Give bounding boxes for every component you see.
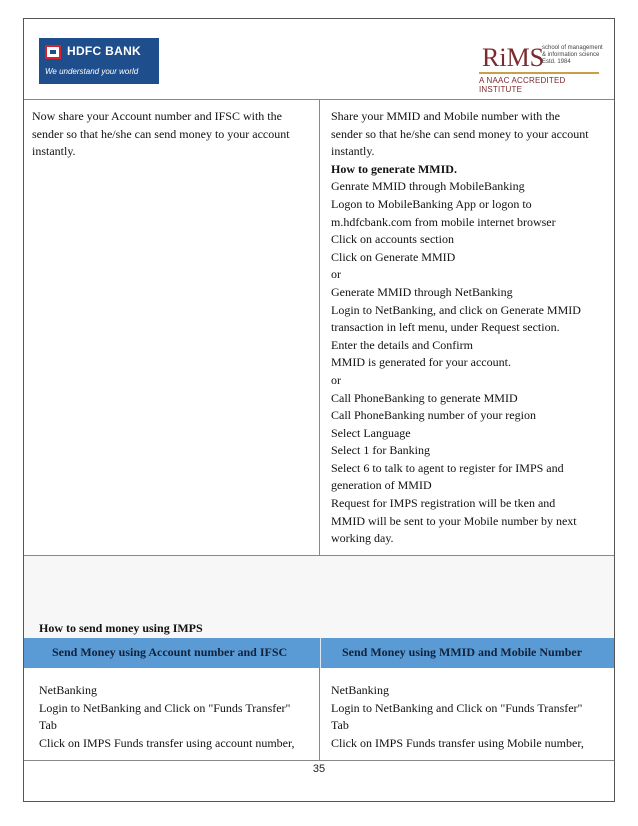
rims-sub-line: school of management	[542, 45, 603, 51]
mmid-step-line: Select 6 to talk to agent to register for IMPS and	[331, 460, 564, 475]
mmid-step-line: transaction in left menu, under Request section.	[331, 320, 560, 335]
text-line: sender so that he/she can send money to your account	[331, 126, 589, 141]
text-line: sender so that he/she can send money to your account	[32, 126, 290, 141]
mmid-step-line: Request for IMPS registration will be tken and	[331, 496, 556, 511]
mmid-step-line: Logon to MobileBanking App or logon to	[331, 196, 532, 211]
rims-logo-name: RiMS	[482, 43, 545, 72]
mmid-steps-list	[331, 178, 603, 547]
text-line: NetBanking	[39, 683, 97, 697]
mmid-step-line: Click on accounts section	[331, 232, 454, 247]
page-frame	[23, 18, 615, 802]
mmid-share-cell	[320, 99, 614, 555]
mmid-step-line: Call PhoneBanking number of your region	[331, 408, 536, 423]
table-header-row	[24, 638, 614, 668]
mmid-step-line: Select 1 for Banking	[331, 443, 430, 458]
col-header-mmid-mobile: Send Money using MMID and Mobile Number	[342, 645, 583, 659]
rims-sub-line: Estd. 1984	[542, 59, 571, 65]
header-divider	[320, 638, 321, 668]
account-ifsc-share-cell	[24, 99, 320, 555]
mmid-step-line: or	[331, 372, 341, 387]
text-line: Click on IMPS Funds transfer using account number,	[39, 735, 295, 750]
account-ifsc-steps-cell	[24, 668, 320, 760]
mmid-step-line: working day.	[331, 531, 394, 546]
hdfc-logo-tagline: We understand your world	[45, 67, 139, 76]
mmid-step-line: or	[331, 267, 341, 282]
rims-logo	[474, 43, 604, 94]
mmid-step-line: m.hdfcbank.com from mobile internet browser	[331, 214, 556, 229]
hdfc-logo-name: HDFC BANK	[67, 44, 142, 58]
rims-logo-subtitle	[542, 45, 604, 66]
text-line: Login to NetBanking and Click on "Funds Transfer"	[39, 700, 291, 715]
col-header-account-ifsc: Send Money using Account number and IFSC	[52, 645, 288, 659]
text-line: Tab	[39, 718, 57, 733]
rims-swoosh-icon	[479, 72, 599, 74]
rims-sub-line: & information science	[542, 52, 600, 58]
text-line: Share your MMID and Mobile number with the	[331, 109, 560, 123]
mmid-mobile-steps-cell	[320, 668, 614, 760]
mmid-step-line: Call PhoneBanking to generate MMID	[331, 390, 518, 405]
text-line: Now share your Account number and IFSC with the	[32, 109, 282, 123]
divider	[24, 760, 614, 761]
text-line: instantly.	[32, 144, 76, 159]
rims-accreditation: A NAAC ACCREDITED INSTITUTE	[479, 76, 566, 94]
mmid-step-line: Click on Generate MMID	[331, 249, 456, 264]
mmid-step-line: MMID is generated for your account.	[331, 355, 511, 370]
text-line: instantly.	[331, 144, 375, 159]
hdfc-logo-icon	[45, 45, 61, 59]
send-money-title: How to send money using IMPS	[39, 621, 203, 635]
mmid-step-line: generation of MMID	[331, 478, 432, 493]
text-line: Tab	[331, 718, 349, 733]
mmid-step-line: MMID will be sent to your Mobile number by next	[331, 513, 577, 528]
mmid-step-line: Generate MMID through NetBanking	[331, 284, 513, 299]
mmid-step-line: Login to NetBanking, and click on Generate MMID	[331, 302, 581, 317]
page-number: 35	[312, 763, 326, 775]
mmid-step-line: Select Language	[331, 425, 411, 440]
text-line: Click on IMPS Funds transfer using Mobile number,	[331, 735, 584, 750]
hdfc-bank-logo	[39, 38, 159, 84]
text-line: Login to NetBanking and Click on "Funds Transfer"	[331, 700, 583, 715]
mmid-step-line: Genrate MMID through MobileBanking	[331, 179, 525, 194]
mmid-step-line: Enter the details and Confirm	[331, 337, 473, 352]
text-line: NetBanking	[331, 683, 389, 697]
mmid-heading: How to generate MMID.	[331, 161, 457, 176]
page-header	[24, 19, 614, 100]
